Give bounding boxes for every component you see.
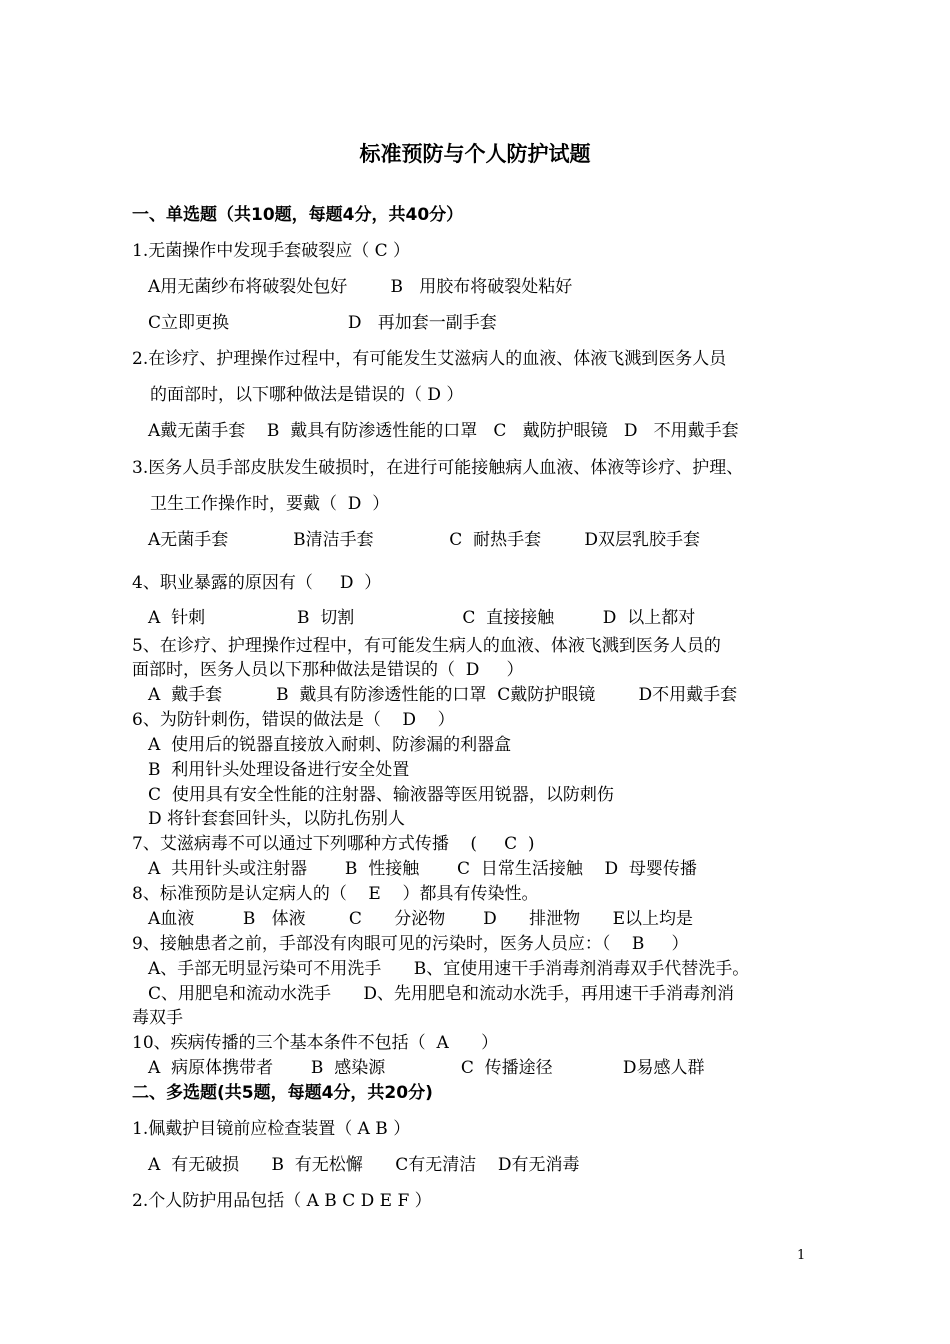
option-line: A 戴手套 B 戴具有防渗透性能的口罩 C戴防护眼镜 D不用戴手套	[148, 685, 738, 705]
option-line: A血液 B 体液 C 分泌物 D 排泄物 E以上均是	[148, 909, 693, 929]
question-line: 4、职业暴露的原因有（ D ）	[132, 573, 382, 593]
option-line: A用无菌纱布将破裂处包好 B 用胶布将破裂处粘好	[148, 277, 573, 297]
question-line: 10、疾病传播的三个基本条件不包括（ A ）	[132, 1033, 499, 1053]
option-line: A 针刺 B 切割 C 直接接触 D 以上都对	[148, 608, 696, 628]
document-title: 标准预防与个人防护试题	[359, 142, 591, 166]
option-line-continued: 毒双手	[132, 1008, 183, 1028]
question-line-continued: 面部时，医务人员以下那种做法是错误的（ D ）	[132, 660, 524, 680]
question-line-continued: 的面部时，以下哪种做法是错误的（ D ）	[150, 385, 464, 405]
question-line: 6、为防针刺伤，错误的做法是（ D ）	[132, 710, 455, 730]
option-line: B 利用针头处理设备进行安全处置	[148, 760, 410, 780]
option-line: A 共用针头或注射器 B 性接触 C 日常生活接触 D 母婴传播	[148, 859, 697, 879]
option-line: C、用肥皂和流动水洗手 D、先用肥皂和流动水洗手，再用速干手消毒剂消	[148, 984, 735, 1004]
question-line: 2.个人防护用品包括（ A B C D E F ）	[132, 1191, 432, 1211]
question-line: 1.佩戴护目镜前应检查装置（ A B ）	[132, 1119, 411, 1139]
option-line: A、手部无明显污染可不用洗手 B、宜使用速干手消毒剂消毒双手代替洗手。	[148, 959, 750, 979]
question-line: 3.医务人员手部皮肤发生破损时，在进行可能接触病人血液、体液等诊疗、护理、	[132, 458, 744, 478]
question-line-continued: 卫生工作操作时，要戴（ D ）	[150, 494, 390, 514]
option-line: A 使用后的锐器直接放入耐刺、防渗漏的利器盒	[148, 735, 512, 755]
question-line: 9、接触患者之前，手部没有肉眼可见的污染时，医务人员应：（ B ）	[132, 934, 689, 954]
question-line: 8、标准预防是认定病人的（ E ）都具有传染性。	[132, 884, 539, 904]
option-line: D 将针套套回针头，以防扎伤别人	[148, 809, 406, 829]
option-line: A 有无破损 B 有无松懈 C有无清洁 D有无消毒	[148, 1155, 580, 1175]
section-heading-multiple-choice: 二、多选题(共5题，每题4分，共20分)	[132, 1083, 433, 1103]
option-line: A 病原体携带者 B 感染源 C 传播途径 D易感人群	[148, 1058, 705, 1078]
option-line: A无菌手套 B清洁手套 C 耐热手套 D双层乳胶手套	[148, 530, 700, 550]
question-line: 5、在诊疗、护理操作过程中，有可能发生病人的血液、体液飞溅到医务人员的	[132, 636, 721, 656]
section-heading-single-choice: 一、单选题（共10题，每题4分，共40分）	[132, 205, 464, 225]
question-line: 1.无菌操作中发现手套破裂应（ C ）	[132, 241, 411, 261]
option-line: C 使用具有安全性能的注射器、输液器等医用锐器，以防刺伤	[148, 785, 614, 805]
option-line: A戴无菌手套 B 戴具有防渗透性能的口罩 C 戴防护眼镜 D 不用戴手套	[148, 421, 739, 441]
option-line: C立即更换 D 再加套一副手套	[148, 313, 497, 333]
page-number: 1	[797, 1248, 806, 1263]
question-line: 7、艾滋病毒不可以通过下列哪种方式传播 ( C )	[132, 834, 535, 854]
question-line: 2.在诊疗、护理操作过程中，有可能发生艾滋病人的血液、体液飞溅到医务人员	[132, 349, 727, 369]
